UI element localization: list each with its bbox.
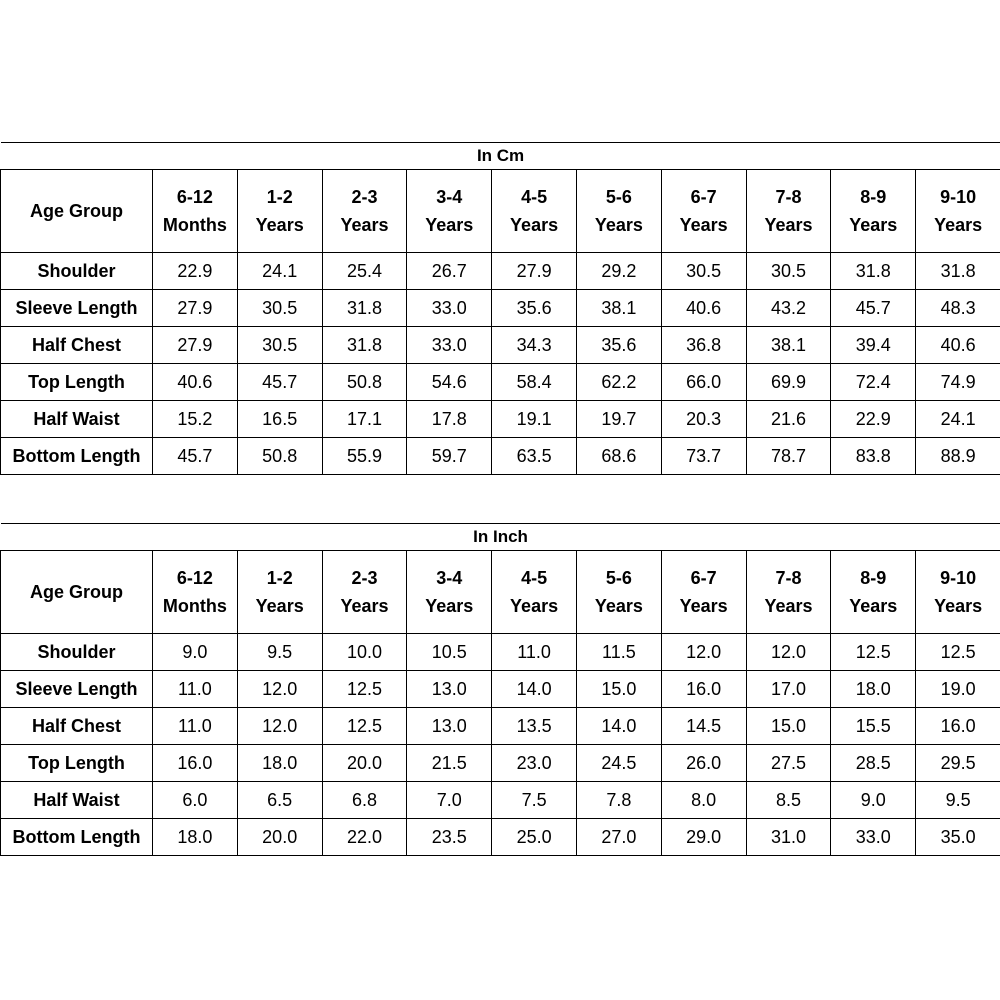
table-cell: 50.8 (322, 364, 407, 401)
table-cell: 12.0 (237, 671, 322, 708)
table-cell: 38.1 (746, 327, 831, 364)
table-cell: 6.8 (322, 782, 407, 819)
table-cell: 33.0 (831, 819, 916, 856)
column-header-line: 1-2 (266, 568, 293, 588)
column-header-line: 7-8 (775, 187, 802, 207)
table-cell: 54.6 (407, 364, 492, 401)
column-header-line: 9-10 (940, 568, 977, 588)
column-header-line: 2-3 (351, 187, 378, 207)
table-cell: 16.0 (153, 745, 238, 782)
table-cell: 18.0 (831, 671, 916, 708)
column-header (322, 170, 407, 253)
table-cell: 33.0 (407, 290, 492, 327)
table-cell: 78.7 (746, 438, 831, 475)
column-header (576, 551, 661, 634)
column-header (237, 551, 322, 634)
table-cell: 38.1 (576, 290, 661, 327)
column-header (916, 551, 1000, 634)
table-cell: 9.5 (237, 634, 322, 671)
table-cell: 7.0 (407, 782, 492, 819)
column-header-line: Months (162, 215, 227, 235)
table-cell: 35.6 (576, 327, 661, 364)
column-header-line: Years (679, 596, 728, 616)
table-title: In Cm (1, 143, 1000, 170)
column-header (237, 170, 322, 253)
table-cell: 15.5 (831, 708, 916, 745)
table-row (1, 671, 1000, 708)
column-header-line: 5-6 (605, 568, 632, 588)
table-cell: 14.0 (492, 671, 577, 708)
table-cell: 12.5 (322, 708, 407, 745)
column-header-line: Years (594, 596, 643, 616)
table-cell: 9.0 (831, 782, 916, 819)
table-cell: 13.0 (407, 671, 492, 708)
column-header (831, 170, 916, 253)
table-cell: 6.5 (237, 782, 322, 819)
table-cell: 31.0 (746, 819, 831, 856)
table-cell: 55.9 (322, 438, 407, 475)
column-header-line: Years (425, 596, 474, 616)
table-cell: 21.6 (746, 401, 831, 438)
table-cell: 74.9 (916, 364, 1000, 401)
table-cell: 17.1 (322, 401, 407, 438)
column-header (831, 551, 916, 634)
column-header-line: Years (764, 596, 813, 616)
header-row (1, 551, 1000, 634)
column-header-line: 3-4 (436, 568, 463, 588)
column-header-line: Years (679, 215, 728, 235)
column-header-line: Years (594, 215, 643, 235)
table-cell: 16.0 (661, 671, 746, 708)
table-cell: 27.5 (746, 745, 831, 782)
column-header-line: Years (425, 215, 474, 235)
column-header (746, 170, 831, 253)
column-header (576, 170, 661, 253)
table-cell: 28.5 (831, 745, 916, 782)
table-cell: 62.2 (576, 364, 661, 401)
column-header-line: 1-2 (266, 187, 293, 207)
table-cell: 24.1 (237, 253, 322, 290)
table-cell: 45.7 (237, 364, 322, 401)
row-label: Half Waist (1, 782, 153, 819)
column-header-line: 8-9 (860, 568, 887, 588)
table-cell: 12.5 (322, 671, 407, 708)
table-cell: 31.8 (831, 253, 916, 290)
table-cell: 45.7 (153, 438, 238, 475)
table-cell: 30.5 (661, 253, 746, 290)
column-header-line: Years (255, 215, 304, 235)
row-label: Sleeve Length (1, 290, 153, 327)
column-header-line: Years (934, 215, 983, 235)
table-cell: 24.1 (916, 401, 1000, 438)
table-cell: 31.8 (322, 327, 407, 364)
table-cell: 26.7 (407, 253, 492, 290)
column-header (322, 551, 407, 634)
column-header-line: 6-12 (176, 568, 213, 588)
table-row (1, 364, 1000, 401)
column-header-line: 3-4 (436, 187, 463, 207)
table-cell: 68.6 (576, 438, 661, 475)
table-cell: 43.2 (746, 290, 831, 327)
table-cell: 45.7 (831, 290, 916, 327)
table-cell: 15.0 (576, 671, 661, 708)
table-cell: 11.5 (576, 634, 661, 671)
table-cell: 69.9 (746, 364, 831, 401)
column-header-line: Months (162, 596, 227, 616)
size-table-inch (0, 523, 1000, 856)
table-cell: 9.5 (916, 782, 1000, 819)
table-cell: 30.5 (237, 290, 322, 327)
table-row (1, 745, 1000, 782)
table-cell: 29.0 (661, 819, 746, 856)
table-cell: 40.6 (153, 364, 238, 401)
column-header (916, 170, 1000, 253)
table-cell: 10.5 (407, 634, 492, 671)
column-header-line: 6-7 (690, 568, 717, 588)
table-cell: 59.7 (407, 438, 492, 475)
table-cell: 35.6 (492, 290, 577, 327)
table-row (1, 253, 1000, 290)
column-header-line: 2-3 (351, 568, 378, 588)
table-title: In Inch (1, 524, 1000, 551)
table-cell: 29.2 (576, 253, 661, 290)
table-row (1, 708, 1000, 745)
table-cell: 16.5 (237, 401, 322, 438)
column-header-line: Years (340, 215, 389, 235)
table-cell: 72.4 (831, 364, 916, 401)
table-cell: 48.3 (916, 290, 1000, 327)
table-cell: 73.7 (661, 438, 746, 475)
table-cell: 21.5 (407, 745, 492, 782)
table-cell: 9.0 (153, 634, 238, 671)
table-cell: 15.0 (746, 708, 831, 745)
table-cell: 31.8 (916, 253, 1000, 290)
table-cell: 23.0 (492, 745, 577, 782)
table-row (1, 438, 1000, 475)
column-header-line: Years (510, 215, 559, 235)
column-header-line: Years (340, 596, 389, 616)
table-cell: 27.9 (153, 327, 238, 364)
row-label: Top Length (1, 745, 153, 782)
column-header-line: Years (849, 596, 898, 616)
column-header-line: Years (255, 596, 304, 616)
table-cell: 8.5 (746, 782, 831, 819)
header-row (1, 170, 1000, 253)
table-cell: 23.5 (407, 819, 492, 856)
row-label: Half Chest (1, 327, 153, 364)
table-cell: 27.0 (576, 819, 661, 856)
column-header (661, 170, 746, 253)
table-cell: 22.9 (153, 253, 238, 290)
column-header (153, 551, 238, 634)
table-cell: 40.6 (916, 327, 1000, 364)
table-cell: 20.3 (661, 401, 746, 438)
table-cell: 12.5 (831, 634, 916, 671)
table-cell: 50.8 (237, 438, 322, 475)
table-cell: 22.0 (322, 819, 407, 856)
column-header-line: Years (849, 215, 898, 235)
table-cell: 11.0 (153, 708, 238, 745)
row-label: Bottom Length (1, 819, 153, 856)
table-cell: 14.5 (661, 708, 746, 745)
table-cell: 6.0 (153, 782, 238, 819)
table-cell: 30.5 (237, 327, 322, 364)
table-cell: 12.0 (237, 708, 322, 745)
row-label: Half Chest (1, 708, 153, 745)
table-cell: 11.0 (153, 671, 238, 708)
row-label: Half Waist (1, 401, 153, 438)
table-cell: 27.9 (153, 290, 238, 327)
column-header-line: Years (764, 215, 813, 235)
table-row (1, 819, 1000, 856)
table-cell: 15.2 (153, 401, 238, 438)
row-label: Sleeve Length (1, 671, 153, 708)
column-header-line: 6-7 (690, 187, 717, 207)
table-cell: 58.4 (492, 364, 577, 401)
table-cell: 33.0 (407, 327, 492, 364)
table-cell: 19.1 (492, 401, 577, 438)
table-cell: 20.0 (322, 745, 407, 782)
table-cell: 35.0 (916, 819, 1000, 856)
column-header-line: Years (510, 596, 559, 616)
table-cell: 24.5 (576, 745, 661, 782)
table-cell: 18.0 (153, 819, 238, 856)
column-header-age-group: Age Group (1, 551, 153, 634)
column-header-line: 8-9 (860, 187, 887, 207)
table-cell: 12.0 (661, 634, 746, 671)
table-cell: 7.5 (492, 782, 577, 819)
row-label: Bottom Length (1, 438, 153, 475)
table-row (1, 290, 1000, 327)
column-header-line: 6-12 (176, 187, 213, 207)
table-cell: 29.5 (916, 745, 1000, 782)
table-cell: 16.0 (916, 708, 1000, 745)
column-header-age-group: Age Group (1, 170, 153, 253)
table-cell: 63.5 (492, 438, 577, 475)
table-row (1, 401, 1000, 438)
column-header-line: 5-6 (605, 187, 632, 207)
table-cell: 14.0 (576, 708, 661, 745)
column-header (492, 551, 577, 634)
table-cell: 22.9 (831, 401, 916, 438)
table-cell: 34.3 (492, 327, 577, 364)
column-header-line: 9-10 (940, 187, 977, 207)
table-cell: 17.8 (407, 401, 492, 438)
column-header-line: 7-8 (775, 568, 802, 588)
table-cell: 30.5 (746, 253, 831, 290)
table-cell: 10.0 (322, 634, 407, 671)
table-cell: 17.0 (746, 671, 831, 708)
table-cell: 12.5 (916, 634, 1000, 671)
table-cell: 11.0 (492, 634, 577, 671)
table-cell: 88.9 (916, 438, 1000, 475)
table-cell: 36.8 (661, 327, 746, 364)
row-label: Shoulder (1, 253, 153, 290)
table-cell: 83.8 (831, 438, 916, 475)
table-cell: 26.0 (661, 745, 746, 782)
table-row (1, 782, 1000, 819)
column-header (746, 551, 831, 634)
table-cell: 20.0 (237, 819, 322, 856)
column-header-line: 4-5 (521, 568, 548, 588)
table-cell: 25.0 (492, 819, 577, 856)
column-header (407, 551, 492, 634)
table-cell: 18.0 (237, 745, 322, 782)
table-cell: 27.9 (492, 253, 577, 290)
row-label: Top Length (1, 364, 153, 401)
column-header (153, 170, 238, 253)
table-row (1, 634, 1000, 671)
column-header (661, 551, 746, 634)
table-cell: 7.8 (576, 782, 661, 819)
row-label: Shoulder (1, 634, 153, 671)
table-cell: 8.0 (661, 782, 746, 819)
table-cell: 13.5 (492, 708, 577, 745)
column-header-line: 4-5 (521, 187, 548, 207)
column-header-line: Years (934, 596, 983, 616)
table-cell: 66.0 (661, 364, 746, 401)
table-cell: 19.7 (576, 401, 661, 438)
table-cell: 19.0 (916, 671, 1000, 708)
table-cell: 13.0 (407, 708, 492, 745)
column-header (407, 170, 492, 253)
table-cell: 40.6 (661, 290, 746, 327)
table-cell: 25.4 (322, 253, 407, 290)
table-cell: 31.8 (322, 290, 407, 327)
table-row (1, 327, 1000, 364)
column-header (492, 170, 577, 253)
table-cell: 39.4 (831, 327, 916, 364)
size-table-cm (0, 142, 1000, 475)
table-cell: 12.0 (746, 634, 831, 671)
